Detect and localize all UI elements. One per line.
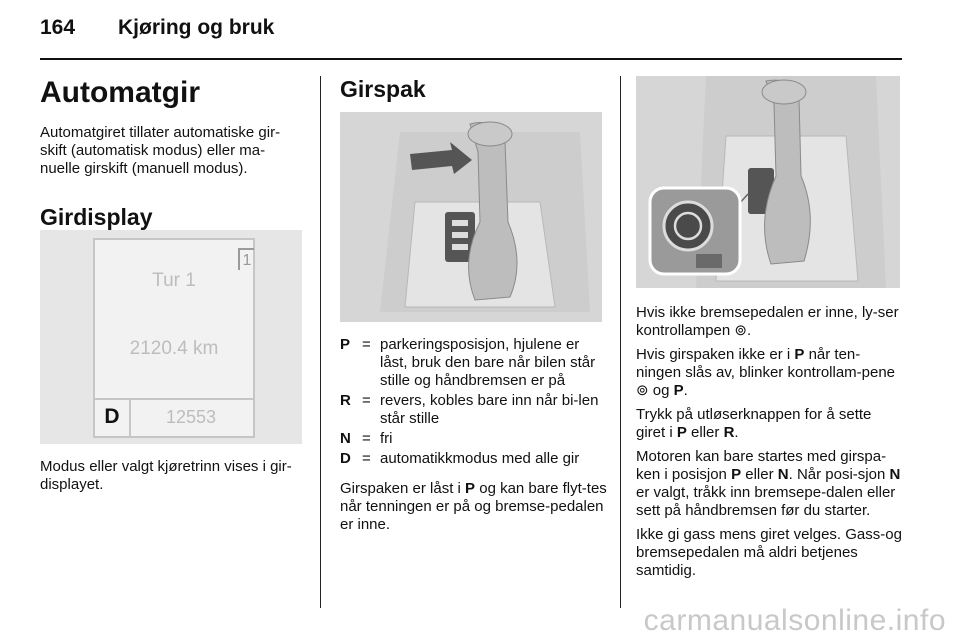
section-title: Automatgir <box>40 76 200 109</box>
display-gear: D <box>104 405 120 428</box>
chapter-title: Kjøring og bruk <box>118 16 275 39</box>
definition-eq: = <box>362 450 371 467</box>
definition-row <box>340 450 610 468</box>
paragraph-ignition-off: Hvis girspaken ikke er i P når ten-ningen slås av, blinker kontrollam-pene ⊚ og P. <box>636 346 896 399</box>
brake-warning-icon: ⊚ <box>636 382 649 399</box>
definition-text: parkeringsposisjon, hjulene er låst, bruk den bare når bilen står stille og håndbremsen er på <box>380 336 596 389</box>
intro-paragraph: Automatgiret tillater automatiske gir-skift (automatisk modus) eller ma-nuelle girskift (manuell modus). <box>40 124 281 177</box>
definition-row <box>340 430 610 448</box>
column-divider-2 <box>620 76 621 608</box>
girspak-heading: Girspak <box>340 76 426 102</box>
definition-text: revers, kobles bare inn når bi-len står stille <box>380 392 599 427</box>
lever-lock-paragraph: Girspaken er låst i P og kan bare flyt-tes når tenningen er på og bremse-pedalen er inne. <box>340 480 607 533</box>
definition-key: D <box>340 450 351 467</box>
release-button-illustration <box>636 76 900 288</box>
definition-key: N <box>340 430 351 447</box>
definition-row <box>340 392 610 428</box>
definition-text: automatikkmodus med alle gir <box>380 450 580 467</box>
subheading-girdisplay: Girdisplay <box>40 204 153 230</box>
display-separator <box>95 398 253 400</box>
header-rule <box>40 58 902 60</box>
display-caption: Modus eller valgt kjøretrinn vises i gir-displayet. <box>40 458 292 493</box>
definition-eq: = <box>362 392 371 409</box>
definition-row <box>340 336 610 390</box>
display-corner-symbol: 1 <box>238 248 254 270</box>
right-column <box>636 304 902 580</box>
brake-warning-icon: ⊚ <box>734 322 747 339</box>
paragraph-release-button: Trykk på utløserknappen for å sette giret i P eller R. <box>636 406 872 441</box>
gear-display-figure <box>40 230 302 444</box>
gear-lever-illustration <box>340 112 602 322</box>
display-odometer: 12553 <box>165 407 217 427</box>
paragraph-engine-start: Motoren kan bare startes med girspa-ken i posisjon P eller N. Når posi-sjon N er valgt, tråkk inn bremsepe-dalen eller sett på håndbremsen før du starter. <box>636 448 901 519</box>
paragraph-no-gas: Ikke gi gass mens giret velges. Gass-og bremsepedalen må aldri betjenes samtidig. <box>636 526 902 579</box>
gear-lever-figure <box>340 112 602 322</box>
paragraph-brake-lamp: Hvis ikke bremsepedalen er inne, ly-ser kontrollampen ⊚. <box>636 304 899 339</box>
gear-definitions <box>340 336 610 534</box>
display-distance: 2120.4 km <box>129 338 219 359</box>
definition-eq: = <box>362 336 371 353</box>
display-gear-cell-divider <box>129 400 131 436</box>
definition-eq: = <box>362 430 371 447</box>
left-column <box>40 76 305 231</box>
definition-key: P <box>340 336 351 353</box>
page-number: 164 <box>40 16 76 39</box>
definition-text: fri <box>380 430 393 447</box>
display-trip: Tur 1 <box>152 270 196 291</box>
definition-key: R <box>340 392 351 409</box>
column-divider-1 <box>320 76 321 608</box>
release-button-figure <box>636 76 900 288</box>
watermark: carmanualsonline.info <box>643 604 946 637</box>
